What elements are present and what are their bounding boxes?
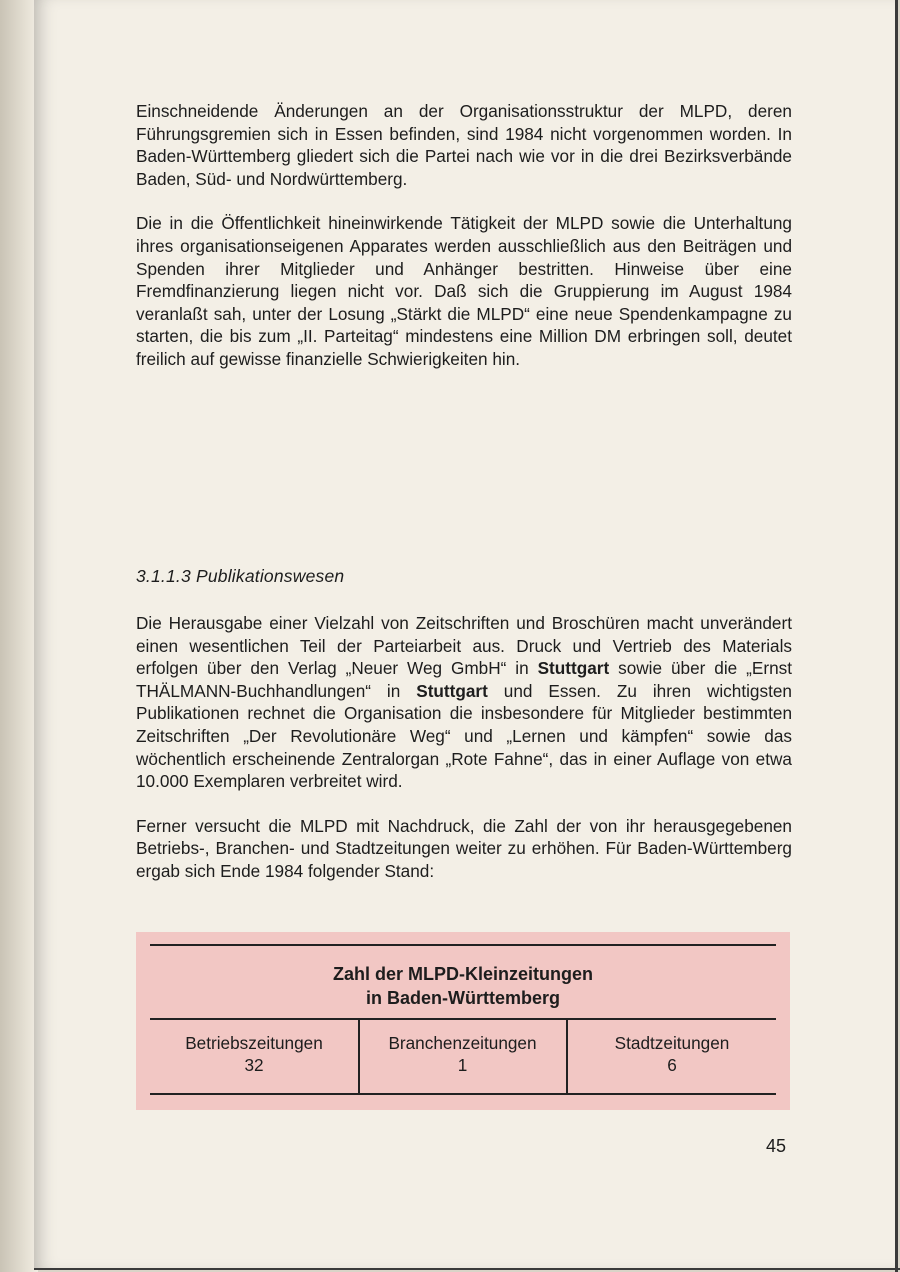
section-heading: 3.1.1.3 Publikationswesen xyxy=(136,566,345,586)
page-number: 45 xyxy=(766,1136,787,1156)
table-title-line-2: in Baden-Württemberg xyxy=(365,988,560,1008)
column-label-betriebszeitungen: Betriebszeitungen xyxy=(185,1033,323,1053)
column-label-stadtzeitungen: Stadtzeitungen xyxy=(614,1033,730,1053)
kleinzeitungen-table xyxy=(136,932,790,1110)
table-top-rule xyxy=(150,944,776,946)
column-value-betriebszeitungen: 32 xyxy=(244,1055,264,1075)
body-text-upper xyxy=(136,100,792,371)
table-title xyxy=(136,962,790,1010)
column-label-branchenzeitungen: Branchenzeitungen xyxy=(388,1033,537,1053)
bold-stuttgart-2: Stuttgart xyxy=(416,680,488,701)
body-text-lower xyxy=(136,612,792,883)
table-cell-betriebszeitungen xyxy=(150,1032,358,1076)
paragraph-organisation: Einschneidende Änderungen an der Organisationsstruktur der MLPD, deren Führungsgremien sich in Essen befinden, sind 1984 nicht vorgenommen worden. In Baden-Württemberg gliedert sich die Partei nach wie vor in die drei Bezirksverbände Baden, Süd- und Nordwürttemberg. xyxy=(136,101,792,189)
paragraph-publikationen-part-a: Die Herausgabe einer Vielzahl von Zeitschriften und Broschüren macht unverändert einen wesentlichen Teil der Parteiarbeit aus. Druck und Vertrieb des Materials erfolgen über den Verlag „Neuer Weg GmbH“ in xyxy=(136,613,792,679)
column-value-branchenzeitungen: 1 xyxy=(457,1055,468,1075)
paragraph-publikationen-part-d: und Essen. Zu ihren wichtigsten Publikationen rechnet die Organisation die insbesondere für Mitglieder bestimmten Zeitschriften „Der Revolutionäre Weg“ und „Lernen und kämpfen“ sowie das wöchentlich erscheinende Zentralorgan „Rote Fahne“, das in einer Auflage von etwa 10.000 Exemplaren verbreitet wird. xyxy=(136,680,792,792)
bold-stuttgart-1: Stuttgart xyxy=(537,658,610,679)
table-cell-stadtzeitungen xyxy=(568,1032,776,1076)
table-header-rule xyxy=(150,1018,776,1020)
table-cell-branchenzeitungen xyxy=(359,1032,566,1076)
page-edge-right xyxy=(895,0,898,1272)
table-title-line-1: Zahl der MLPD-Kleinzeitungen xyxy=(332,964,593,984)
table-bottom-rule xyxy=(150,1093,776,1095)
column-value-stadtzeitungen: 6 xyxy=(667,1055,677,1075)
paragraph-finanzierung: Die in die Öffentlichkeit hineinwirkende Tätigkeit der MLPD sowie die Unterhaltung ihres organisationseigenen Apparates werden ausschließlich aus den Beiträgen und Spenden ihrer Mitglieder und Anhänger bestritten. Hinweise über eine Fremdfinanzierung liegen nicht vor. Daß sich die Gruppierung im August 1984 veranlaßt sah, unter der Losung „Stärkt die MLPD“ eine neue Spendenkampagne zu starten, die bis zum „II. Parteitag“ mindestens eine Million DM erbringen soll, deutet freilich auf gewisse finanzielle Schwierigkeiten hin. xyxy=(136,213,792,369)
page-edge-bottom xyxy=(34,1268,900,1270)
paragraph-kleinzeitungen: Ferner versucht die MLPD mit Nachdruck, die Zahl der von ihr herausgegebenen Betriebs-, Branchen- und Stadtzeitungen weiter zu erhöhen. Für Baden-Württemberg ergab sich Ende 1984 folgender Stand: xyxy=(136,815,792,881)
paragraph-publikationen xyxy=(136,612,792,793)
book-spine xyxy=(0,0,38,1272)
paragraph-publikationen-part-c: sowie über die „Ernst THÄLMANN-Buchhandlungen“ in xyxy=(136,658,792,701)
